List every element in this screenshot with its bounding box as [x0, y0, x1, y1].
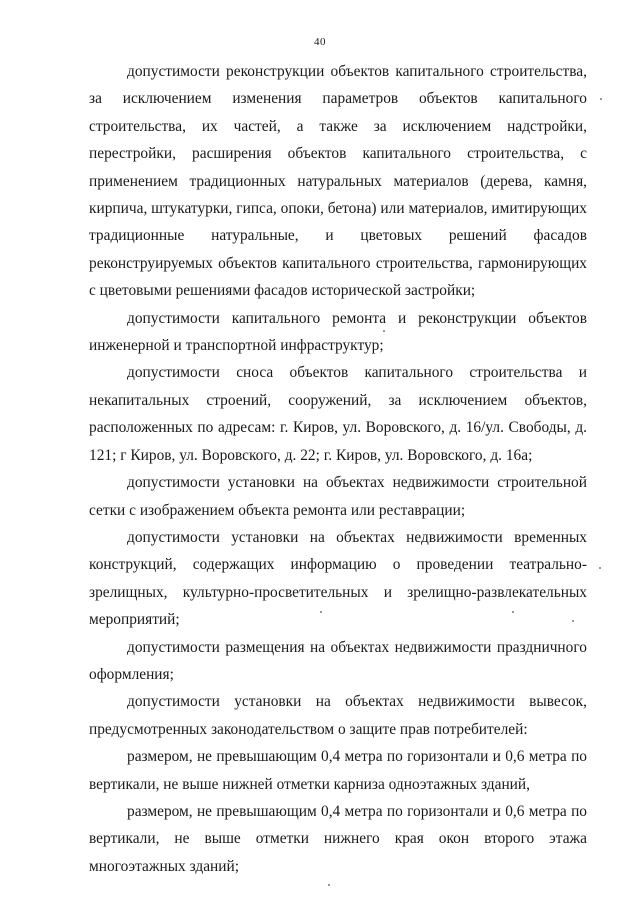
scan-speck [599, 567, 601, 569]
paragraph-capital-repair: допустимости капитального ремонта и реконструкции объектов инженерной и транспортной инфраструктур; [89, 309, 587, 355]
paragraph-construction-mesh: допустимости установки на объектах недвижимости строительной сетки с изображением объекта ремонта или реставрации; [89, 474, 587, 519]
paragraph-temporary-structures: допустимости установки на объектах недвижимости временных конструкций, содержащих информацию о проведении театрально-зрелищных, культурно-просветительных и зрелищно-развлекательных мероприятий; [89, 528, 587, 629]
paragraph-reconstruction: допустимости реконструкции объектов капитального строительства, за исключением изменения параметров объектов капитального строительства, их частей, а также за исключением надстройки, перестройки, расширения объектов капитального строительства, с применением традиционных натуральных материалов (дерева, камня, кирпича, штукатурки, гипса, опоки, бетона) или материалов, имитирующих традиционные натуральные, и цветовых решений фасадов реконструируемых объектов капитального строительства, гармонирующих с цветовыми решениями фасадов исторической застройки; [89, 63, 587, 300]
paragraph-demolition: допустимости сноса объектов капитального строительства и некапитальных строений, сооружений, за исключением объектов, расположенных по адресам: г. Киров, ул. Воровского, д. 16/ул. Свободы, д. 121; г Киров, ул. Воровского, д. 22; г. Киров, ул. Воровского, д. 16а; [89, 364, 587, 464]
scan-speck [600, 98, 602, 100]
document-body [89, 58, 587, 880]
scan-speck [572, 620, 574, 622]
paragraph-size-one-storey: размером, не превышающим 0,4 метра по горизонтали и 0,6 метра по вертикали, не выше нижней отметки карниза одноэтажных зданий, [89, 748, 587, 793]
scan-speck [328, 884, 330, 886]
page-number: 40 [314, 36, 326, 48]
paragraph-signboards: допустимости установки на объектах недвижимости вывесок, предусмотренных законодательством о защите прав потребителей: [89, 693, 587, 738]
paragraph-size-multi-storey: размером, не превышающим 0,4 метра по горизонтали и 0,6 метра по вертикали, не выше отметки нижнего края окон второго этажа многоэтажных зданий; [89, 802, 587, 875]
scan-speck [320, 611, 322, 613]
paragraph-festive-decoration: допустимости размещения на объектах недвижимости праздничного оформления; [89, 638, 587, 683]
scan-speck [512, 611, 514, 613]
scan-speck [383, 330, 385, 332]
